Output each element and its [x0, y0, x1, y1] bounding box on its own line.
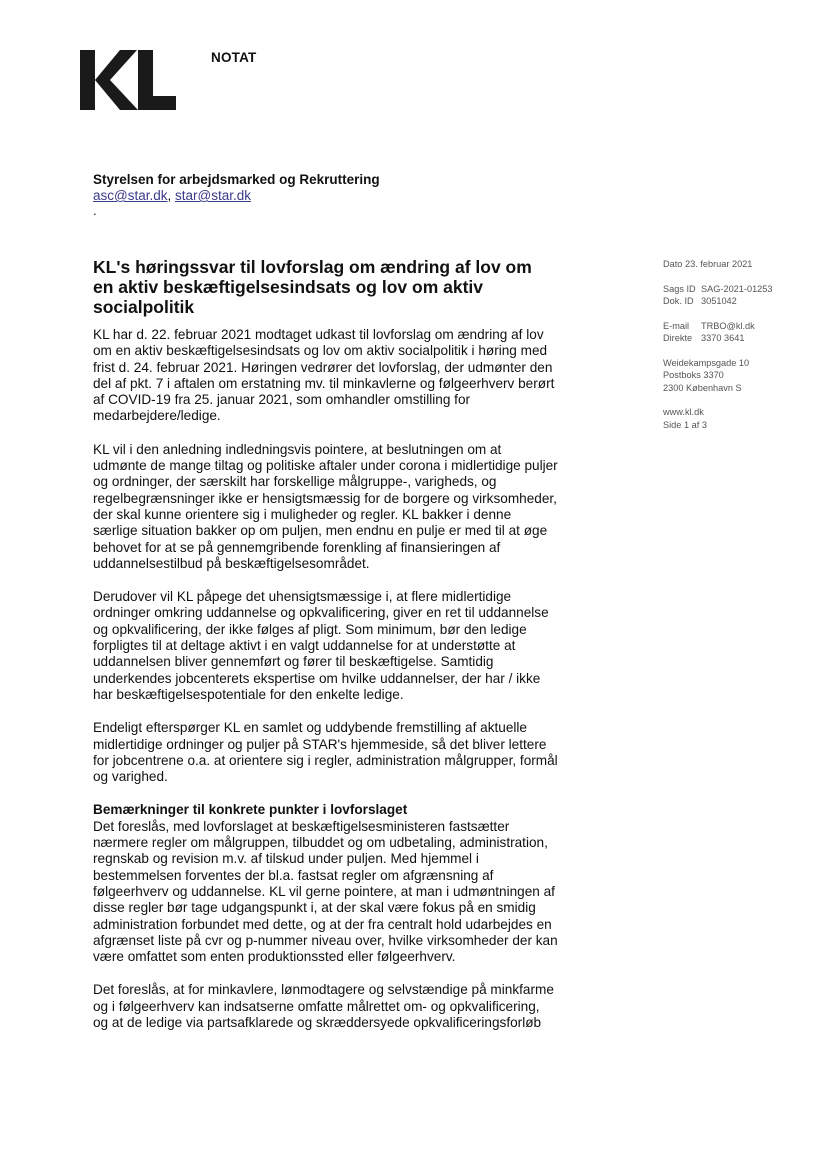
meta-web: www.kl.dk: [663, 407, 704, 417]
meta-web-group: [663, 406, 813, 431]
meta-address-line-3: 2300 København S: [663, 382, 742, 393]
meta-dok-id: [663, 295, 813, 308]
kl-logo: [80, 50, 176, 110]
recipient-emails: [93, 188, 251, 203]
document-body: [93, 327, 558, 1048]
meta-date-group: [663, 258, 813, 271]
meta-page-number: Side 1 af 3: [663, 419, 707, 430]
body-paragraph-5: Det foreslås, med lovforslaget at beskæftigelsesministeren fastsætter nærmere regler om målgruppen, tilbuddet og om udbetaling, administration, regnskab og revision m.v. af tilskud under puljen. Med hjemmel i bestemmelsen forventes der bl.a. fastsat regler om afgrænsning af følgeerhverv og uddannelse. KL vil gerne pointere, at man i udmøntningen af disse regler bør tage udgangspunkt i, at der skal være fokus på en smidig administration forbundet med dette, og at der fra centralt hold udarbejdes en afgrænset liste på cvr og p-nummer niveau over, hvilke virksomheder der kan være omfattet som enten produktionssted eller følgeerhverv.: [93, 818, 558, 965]
meta-id-group: [663, 283, 813, 308]
meta-date-value: 23. februar 2021: [684, 259, 753, 269]
body-section: [93, 802, 558, 965]
meta-address-line-1: Weidekampsgade 10: [663, 357, 750, 368]
meta-sags-value: SAG-2021-01253: [701, 283, 773, 294]
email-separator: ,: [167, 188, 175, 203]
body-paragraph-2: KL vil i den anledning indledningsvis pointere, at beslutningen om at udmønte de mange tiltag og politiske aftaler under corona i midlertidige puljer og ordninger, der særskilt har forskellige målgruppe-, varigheds, og regelbegrænsninger ikke er hensigtsmæssig for de borgere og virksomheder, der skal kunne orientere sig i muligheder og regler. KL bakker i denne særlige situation bakker op om puljen, men endnu en pulje er med til at øge behovet for at se på gennemgribende forenkling af finansieringen af uddannelsestilbud på beskæftigelsesområdet.: [93, 441, 558, 571]
meta-email-value: TRBO@kl.dk: [701, 320, 755, 331]
document-title: KL's høringssvar til lovforslag om ændring af lov om en aktiv beskæftigelsesindsats og lov om aktiv socialpolitik: [93, 257, 532, 317]
recipient-dot: .: [93, 203, 97, 218]
body-paragraph-1: KL har d. 22. februar 2021 modtaget udkast til lovforslag om ændring af lov om en aktiv beskæftigelsesindsats og lov om aktiv socialpolitik i høring med frist d. 24. februar 2021. Høringen vedrører det lovforslag, der udmønter den del af pkt. 7 i aftalen om erstatning mv. til minkavlerne og følgeerhverv berørt af COVID-19 fra 25. januar 2021, som omhandler omstilling for medarbejdere/ledige.: [93, 327, 555, 424]
meta-direkte-value: 3370 3641: [701, 333, 745, 343]
meta-email: [663, 320, 813, 333]
meta-sidebar: [663, 258, 813, 443]
document-type: NOTAT: [211, 50, 257, 65]
recipient-email-link-2[interactable]: star@star.dk: [175, 188, 251, 203]
meta-address-line-2: Postboks 3370: [663, 370, 724, 380]
meta-address-group: [663, 357, 813, 395]
meta-direkte-label: Direkte: [663, 333, 693, 343]
recipient-email-link-1[interactable]: asc@star.dk: [93, 188, 168, 203]
meta-dok-label: Dok. ID: [663, 296, 694, 306]
body-paragraph-6: Det foreslås, at for minkavlere, lønmodtagere og selvstændige på minkfarme og i følgeerhverv kan indsatserne omfatte målrettet om- og opkvalificering, og at de ledige via partsafklarede og skræddersyede opkvalificeringsforløb: [93, 982, 554, 1030]
meta-sags-label: Sags ID: [663, 283, 696, 294]
meta-dok-value: 3051042: [701, 296, 737, 306]
section-heading: Bemærkninger til konkrete punkter i lovforslaget: [93, 802, 408, 818]
meta-direkte: [663, 332, 813, 345]
meta-date-label: Dato: [663, 259, 683, 269]
meta-date: [663, 258, 813, 271]
meta-sags-id: [663, 283, 813, 296]
meta-email-label: E-mail: [663, 320, 690, 331]
recipient-name: Styrelsen for arbejdsmarked og Rekruttering: [93, 172, 380, 187]
body-paragraph-4: Endeligt efterspørger KL en samlet og uddybende fremstilling af aktuelle midlertidige ordninger og puljer på STAR's hjemmeside, så det bliver lettere for jobcentrene o.a. at orientere sig i regler, administration målgrupper, formål og varighed.: [93, 720, 558, 785]
body-paragraph-3: Derudover vil KL påpege det uhensigtsmæssige i, at flere midlertidige ordninger omkring uddannelse og opkvalificering, giver en ret til uddannelse og opkvalificering, der ikke følges af pligt. Som minimum, bør den ledige forpligtes til at deltage aktivt i en valgt uddannelse for at understøtte at uddannelsen bliver gennemført og fører til beskæftigelse. Samtidig underkendes jobcenterets ekspertise om hvilke uddannelser, der har / ikke har beskæftigelsespotentiale for den enkelte ledige.: [93, 589, 549, 702]
meta-contact-group: [663, 320, 813, 345]
recipient-block: [93, 172, 380, 218]
kl-logo-mark: [80, 50, 176, 110]
